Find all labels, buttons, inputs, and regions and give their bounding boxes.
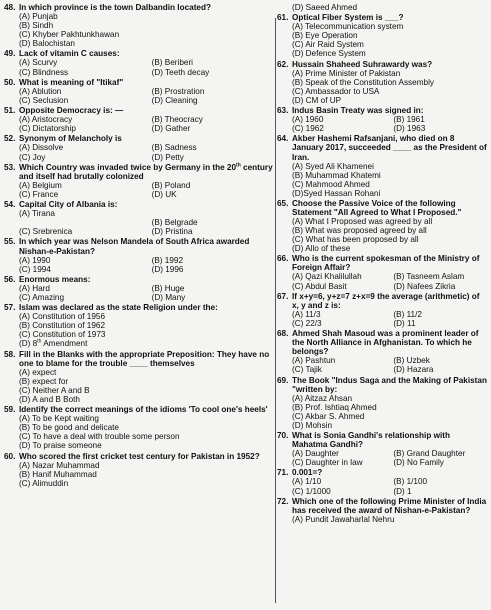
question-number: 49. [4, 49, 16, 59]
question-58 [4, 350, 274, 404]
option-row [19, 218, 274, 227]
question-stem [277, 106, 487, 115]
question-number: 55. [4, 237, 16, 247]
question-stem [4, 49, 274, 58]
question-stem [277, 497, 487, 515]
question-number: 64. [277, 134, 289, 144]
option-row [292, 365, 487, 374]
answer-options [4, 115, 274, 133]
question-stem [4, 237, 274, 255]
question-stem [277, 431, 487, 449]
answer-options [4, 87, 274, 105]
question-text: Akber Hashemi Rafsanjani, who died on 8 January 2017, succeeded ____ as the President of Iran. [292, 134, 487, 162]
question-stem [4, 163, 274, 181]
question-number: 61. [277, 13, 289, 23]
answer-options [4, 181, 274, 199]
answer-option: (D) To praise someone [19, 441, 102, 451]
answer-option: (B) 1961 [393, 115, 425, 125]
option-row [292, 282, 487, 291]
question-stem [4, 350, 274, 368]
answer-option: (A) Nazar Muhammad [19, 460, 100, 470]
answer-option: (B) Sadness [151, 143, 197, 153]
question-56 [4, 275, 274, 302]
option-row [19, 321, 274, 330]
question-number: 65. [277, 198, 289, 208]
option-row [19, 470, 274, 479]
answer-option: (D) 1 [393, 486, 412, 496]
question-text: Islam was declared as the state Religion under the: [19, 303, 218, 313]
question-stem [4, 134, 274, 143]
answer-option: (D) Allo of these [292, 244, 351, 254]
answer-option: (C) Khyber Pakhtunkhawan [19, 30, 120, 40]
answer-options [277, 217, 487, 253]
answer-option: (C) To have a deal with trouble some person [19, 432, 180, 442]
answer-option: (D) Many [151, 292, 186, 302]
answer-option: (A) Syed Ali Khamenei [292, 161, 374, 171]
option-row [19, 143, 274, 152]
question-number: 67. [277, 291, 289, 301]
question-72 [277, 497, 487, 524]
answer-options [4, 414, 274, 450]
question-52 [4, 134, 274, 161]
answer-option: (B) expect for [19, 376, 69, 386]
question-55 [4, 237, 274, 273]
question-text: What is Sonia Gandhi's relationship with Mahatma Gandhi? [292, 431, 450, 450]
question-text: Opposite Democracy is: — [19, 106, 124, 116]
answer-option: (D) 1963 [393, 124, 426, 134]
answer-option: (B) Eye Operation [292, 31, 358, 41]
option-row [19, 190, 274, 199]
question-text: Who scored the first cricket test century for Pakistan in 1952? [19, 451, 260, 461]
question-number: 57. [4, 303, 16, 313]
question-stem [277, 292, 487, 310]
question-text: Ahmed Shah Masoud was a prominent leader of the North Alliance in Afghanistan. To which he belongs? [292, 329, 479, 357]
answer-option: (C) Air Raid System [292, 40, 364, 50]
option-row [19, 87, 274, 96]
answer-option: (B) Prof. Ishtiaq Ahmed [292, 402, 377, 412]
question-69 [277, 376, 487, 430]
question-text: Which one of the following Prime Minister of India has received the award of Nishan-e-Pakistan? [292, 496, 487, 515]
answer-options [277, 69, 487, 105]
answer-options [277, 356, 487, 374]
question-number: 60. [4, 451, 16, 461]
question-66 [277, 254, 487, 290]
option-row [19, 386, 274, 395]
answer-option: (A) Belgium [19, 180, 62, 190]
answer-option: (D) Balochistan [19, 39, 75, 49]
answer-option: (B) To be good and delicate [19, 423, 119, 433]
answer-option: (B) Poland [151, 180, 191, 190]
option-row [292, 40, 487, 49]
answer-options [277, 115, 487, 133]
question-stem [4, 452, 274, 461]
answer-option: (C) France [19, 189, 59, 199]
option-row [292, 487, 487, 496]
option-row [19, 12, 274, 21]
option-row [292, 412, 487, 421]
question-stem [4, 78, 274, 87]
answer-option: (B) Belgrade [151, 218, 198, 228]
answer-option: (A) What I Proposed was agreed by all [292, 217, 433, 227]
option-row [19, 21, 274, 30]
option-row [292, 124, 487, 133]
question-number: 56. [4, 274, 16, 284]
answer-option: (D) Teeth decay [151, 67, 210, 77]
question-stem [4, 405, 274, 414]
answer-option: (B) Hanif Muhammad [19, 469, 97, 479]
option-row [19, 115, 274, 124]
answer-option: (D)Syed Hassan Rohani [292, 188, 381, 198]
answer-option: (D) A and B Both [19, 394, 80, 404]
question-number: 70. [277, 431, 289, 441]
option-row [19, 461, 274, 470]
answer-option: (A) Prime Minister of Pakistan [292, 68, 401, 78]
answer-option: (A) Telecommunication system [292, 22, 404, 32]
question-text: Enormous means: [19, 274, 91, 284]
question-stem [4, 106, 274, 115]
answer-option: (C) Neither A and B [19, 385, 90, 395]
option-row [19, 124, 274, 133]
answer-option: (D) Gather [151, 124, 191, 134]
question-number: 58. [4, 349, 16, 359]
option-row [292, 244, 487, 253]
question-57 [4, 303, 274, 348]
option-row [292, 319, 487, 328]
question-70 [277, 431, 487, 467]
answer-option: (C) What has been proposed by all [292, 235, 419, 245]
answer-option: (B) 11/2 [393, 309, 422, 319]
option-row [19, 30, 274, 39]
answer-option: (A) Scurvy [19, 58, 58, 68]
answer-option: (C) Akbar S. Ahmed [292, 411, 365, 421]
option-row [19, 181, 274, 190]
answer-option: (D) Saeed Ahmed [292, 3, 358, 12]
question-text: Capital City of Albania is: [19, 200, 118, 210]
answer-option: (D) Hazara [393, 365, 434, 375]
option-row [292, 162, 487, 171]
answer-option: (C) Mahmood Ahmed [292, 179, 370, 189]
answer-option: (D) Mohsin [292, 420, 333, 430]
answer-option: (D) Cleaning [151, 95, 198, 105]
question-65 [277, 199, 487, 253]
answer-option: (B) Tasneem Aslam [393, 272, 465, 282]
question-50 [4, 78, 274, 105]
option-row [292, 226, 487, 235]
question-continued [277, 3, 487, 12]
answer-options [4, 209, 274, 236]
answer-option: (B) Sindh [19, 21, 54, 31]
answer-option: (A) Constitution of 1956 [19, 312, 106, 322]
option-row [292, 217, 487, 226]
answer-option: (D) Defence System [292, 49, 366, 59]
option-row [19, 339, 274, 348]
question-text: Synonym of Melancholy is [19, 134, 122, 144]
answer-option: (A) Daughter [292, 449, 339, 459]
option-spacer [19, 218, 152, 227]
answer-option: (B) Huge [151, 283, 185, 293]
question-number: 53. [4, 162, 16, 172]
question-text: Which Country was invaded twice by Germany in the 20th century and itself had brutally colonized [19, 162, 273, 181]
question-67 [277, 292, 487, 328]
answer-option: (C) Constitution of 1973 [19, 330, 106, 340]
option-row [292, 403, 487, 412]
question-64 [277, 134, 487, 197]
answer-option: (C) Daughter in law [292, 458, 363, 468]
option-row [19, 96, 274, 105]
option-row [19, 153, 274, 162]
answer-option: (C) Tajik [292, 365, 322, 375]
option-row [292, 87, 487, 96]
answer-option: (D) Nafees Zikria [393, 281, 456, 291]
question-68 [277, 329, 487, 374]
answer-option: (C) Srebrenica [19, 227, 73, 237]
question-number: 71. [277, 468, 289, 478]
question-text: Indus Basin Treaty was signed in: [292, 106, 424, 116]
answer-options [4, 12, 274, 48]
answer-option: (B) What was proposed agreed by all [292, 226, 427, 236]
option-row [292, 69, 487, 78]
option-row [19, 432, 274, 441]
answer-options [4, 58, 274, 76]
option-row [292, 515, 487, 524]
answer-option: (A) Qazi Khalilullah [292, 272, 362, 282]
option-row [19, 423, 274, 432]
right-question-column [277, 3, 487, 525]
answer-option: (B) 1992 [151, 255, 183, 265]
option-row [19, 256, 274, 265]
question-text: Fill in the Blanks with the appropriate Preposition: They have no one to blame for the trouble ____ themselves [19, 349, 270, 368]
question-text: Who is the current spokesman of the Ministry of Foreign Affair? [292, 254, 480, 273]
question-stem [277, 468, 487, 477]
option-row [19, 227, 274, 236]
option-row [19, 368, 274, 377]
option-row [19, 68, 274, 77]
answer-option: (D) 8th Amendment [19, 338, 88, 349]
question-stem [4, 3, 274, 12]
question-53 [4, 163, 274, 199]
answer-option: (C) Seclusion [19, 95, 69, 105]
option-row [292, 3, 487, 12]
answer-option: (A) Punjab [19, 12, 58, 22]
option-row [19, 293, 274, 302]
option-row [19, 479, 274, 488]
answer-option: (B) 1/100 [393, 477, 428, 487]
answer-option: (C) 1/1000 [292, 486, 331, 496]
question-stem [277, 376, 487, 394]
answer-option: (A) 11/3 [292, 309, 321, 319]
answer-option: (B) Prostration [151, 86, 205, 96]
option-row [292, 31, 487, 40]
option-row [19, 377, 274, 386]
option-row [19, 209, 274, 218]
question-60 [4, 452, 274, 488]
answer-option: (C) Alimuddin [19, 478, 69, 488]
answer-option: (C) Blindness [19, 67, 69, 77]
question-54 [4, 200, 274, 236]
option-row [19, 441, 274, 450]
answer-options [277, 22, 487, 58]
question-59 [4, 405, 274, 450]
question-text: The Book "Indus Saga and the Making of Pakistan "written by: [292, 375, 487, 394]
answer-option: (A) 1/10 [292, 477, 322, 487]
answer-options [4, 143, 274, 161]
question-number: 72. [277, 496, 289, 506]
answer-options [277, 449, 487, 467]
option-row [19, 414, 274, 423]
answer-options [4, 284, 274, 302]
question-stem [277, 254, 487, 272]
option-row [292, 235, 487, 244]
question-51 [4, 106, 274, 133]
option-row [292, 458, 487, 467]
question-text: Lack of vitamin C causes: [19, 49, 120, 59]
answer-option: (D) No Family [393, 458, 444, 468]
answer-option: (C) 22/3 [292, 318, 322, 328]
question-text: What is meaning of "Itikaf" [19, 77, 124, 87]
question-stem [277, 134, 487, 161]
answer-option: (B) Beriberi [151, 58, 193, 68]
option-row [292, 272, 487, 281]
option-row [292, 356, 487, 365]
column-divider [275, 18, 276, 603]
answer-options [4, 256, 274, 274]
option-row [292, 449, 487, 458]
answer-option: (C) Dictatorship [19, 124, 76, 134]
answer-option: (C) Joy [19, 152, 46, 162]
question-stem [4, 275, 274, 284]
answer-option: (C) 1962 [292, 124, 324, 134]
question-text: In which year was Nelson Mandela of South Africa awarded Nishan-e-Pakistan? [19, 237, 250, 256]
answer-option: (D) 1996 [151, 264, 184, 274]
question-text: Optical Fiber System is ___? [292, 13, 404, 23]
answer-option: (A) Hard [19, 283, 50, 293]
answer-options [277, 3, 487, 12]
answer-option: (A) 1960 [292, 115, 324, 125]
answer-option: (C) Ambassador to USA [292, 86, 380, 96]
answer-option: (A) To be Kept waiting [19, 414, 99, 424]
question-text: Identify the correct meanings of the idioms 'To cool one's heels' [19, 405, 268, 415]
answer-option: (B) Theocracy [151, 115, 203, 125]
option-row [292, 180, 487, 189]
option-row [292, 22, 487, 31]
question-stem [277, 60, 487, 69]
option-row [292, 421, 487, 430]
question-49 [4, 49, 274, 76]
option-row [19, 39, 274, 48]
question-text: 0.001=? [292, 468, 323, 478]
answer-option: (B) Muhammad Khatemi [292, 170, 381, 180]
answer-options [277, 310, 487, 328]
question-number: 62. [277, 59, 289, 69]
answer-option: (A) Ablution [19, 86, 62, 96]
option-row [292, 477, 487, 486]
answer-option: (B) Constitution of 1962 [19, 321, 106, 331]
answer-option: (A) Pashtun [292, 356, 336, 366]
answer-option: (D) 11 [393, 318, 416, 328]
answer-option: (A) Dissolve [19, 143, 64, 153]
question-number: 50. [4, 77, 16, 87]
question-62 [277, 60, 487, 105]
option-row [292, 171, 487, 180]
question-number: 52. [4, 134, 16, 144]
question-48 [4, 3, 274, 48]
question-stem [277, 13, 487, 22]
answer-options [277, 515, 487, 524]
answer-option: (A) Pundit Jawaharlal Nehru [292, 514, 395, 524]
option-row [292, 49, 487, 58]
answer-option: (B) Speak of the Constitution Assembly [292, 77, 434, 87]
option-row [19, 284, 274, 293]
option-row [292, 310, 487, 319]
answer-option: (D) UK [151, 189, 177, 199]
answer-option: (A) Tirana [19, 209, 55, 219]
answer-option: (B) Grand Daughter [393, 449, 466, 459]
answer-option: (A) expect [19, 367, 57, 377]
answer-option: (C) 1994 [19, 264, 51, 274]
answer-options [277, 162, 487, 198]
question-61 [277, 13, 487, 58]
option-row [19, 312, 274, 321]
option-row [292, 96, 487, 105]
left-question-column [4, 3, 274, 489]
question-number: 51. [4, 106, 16, 116]
answer-option: (D) Pristina [151, 227, 193, 237]
answer-option: (A) Aristocracy [19, 115, 73, 125]
question-number: 54. [4, 200, 16, 210]
answer-option: (A) 1990 [19, 255, 51, 265]
option-row [292, 115, 487, 124]
question-63 [277, 106, 487, 133]
answer-option: (C) Amazing [19, 292, 65, 302]
answer-options [277, 477, 487, 495]
question-stem [4, 303, 274, 312]
answer-options [4, 461, 274, 488]
question-text: In which province is the town Dalbandin located? [19, 3, 211, 12]
question-stem [277, 329, 487, 356]
answer-options [4, 368, 274, 404]
question-text: Hussain Shaheed Suhrawardy was? [292, 59, 433, 69]
answer-options [277, 272, 487, 290]
option-row [19, 265, 274, 274]
option-row [292, 394, 487, 403]
option-row [19, 395, 274, 404]
answer-option: (B) Uzbek [393, 356, 430, 366]
question-stem [4, 200, 274, 209]
question-number: 63. [277, 106, 289, 116]
question-text: If x+y=6, y+z=7 z+x=9 the average (arithmetic) of x, y and z is: [292, 291, 480, 310]
question-number: 68. [277, 329, 289, 339]
question-number: 59. [4, 405, 16, 415]
option-row [292, 189, 487, 198]
question-71 [277, 468, 487, 495]
question-number: 69. [277, 375, 289, 385]
option-row [292, 78, 487, 87]
answer-option: (C) Abdul Basit [292, 281, 347, 291]
answer-option: (D) Petty [151, 152, 184, 162]
question-text: Choose the Passive Voice of the following Statement "All Agreed to What I Proposed." [292, 198, 462, 217]
question-stem [277, 199, 487, 217]
question-number: 48. [4, 3, 16, 12]
answer-options [4, 312, 274, 348]
answer-option: (D) CM of UP [292, 95, 342, 105]
question-number: 66. [277, 254, 289, 264]
answer-options [277, 394, 487, 430]
option-row [19, 58, 274, 67]
answer-option: (A) Aitzaz Ahsan [292, 393, 353, 403]
